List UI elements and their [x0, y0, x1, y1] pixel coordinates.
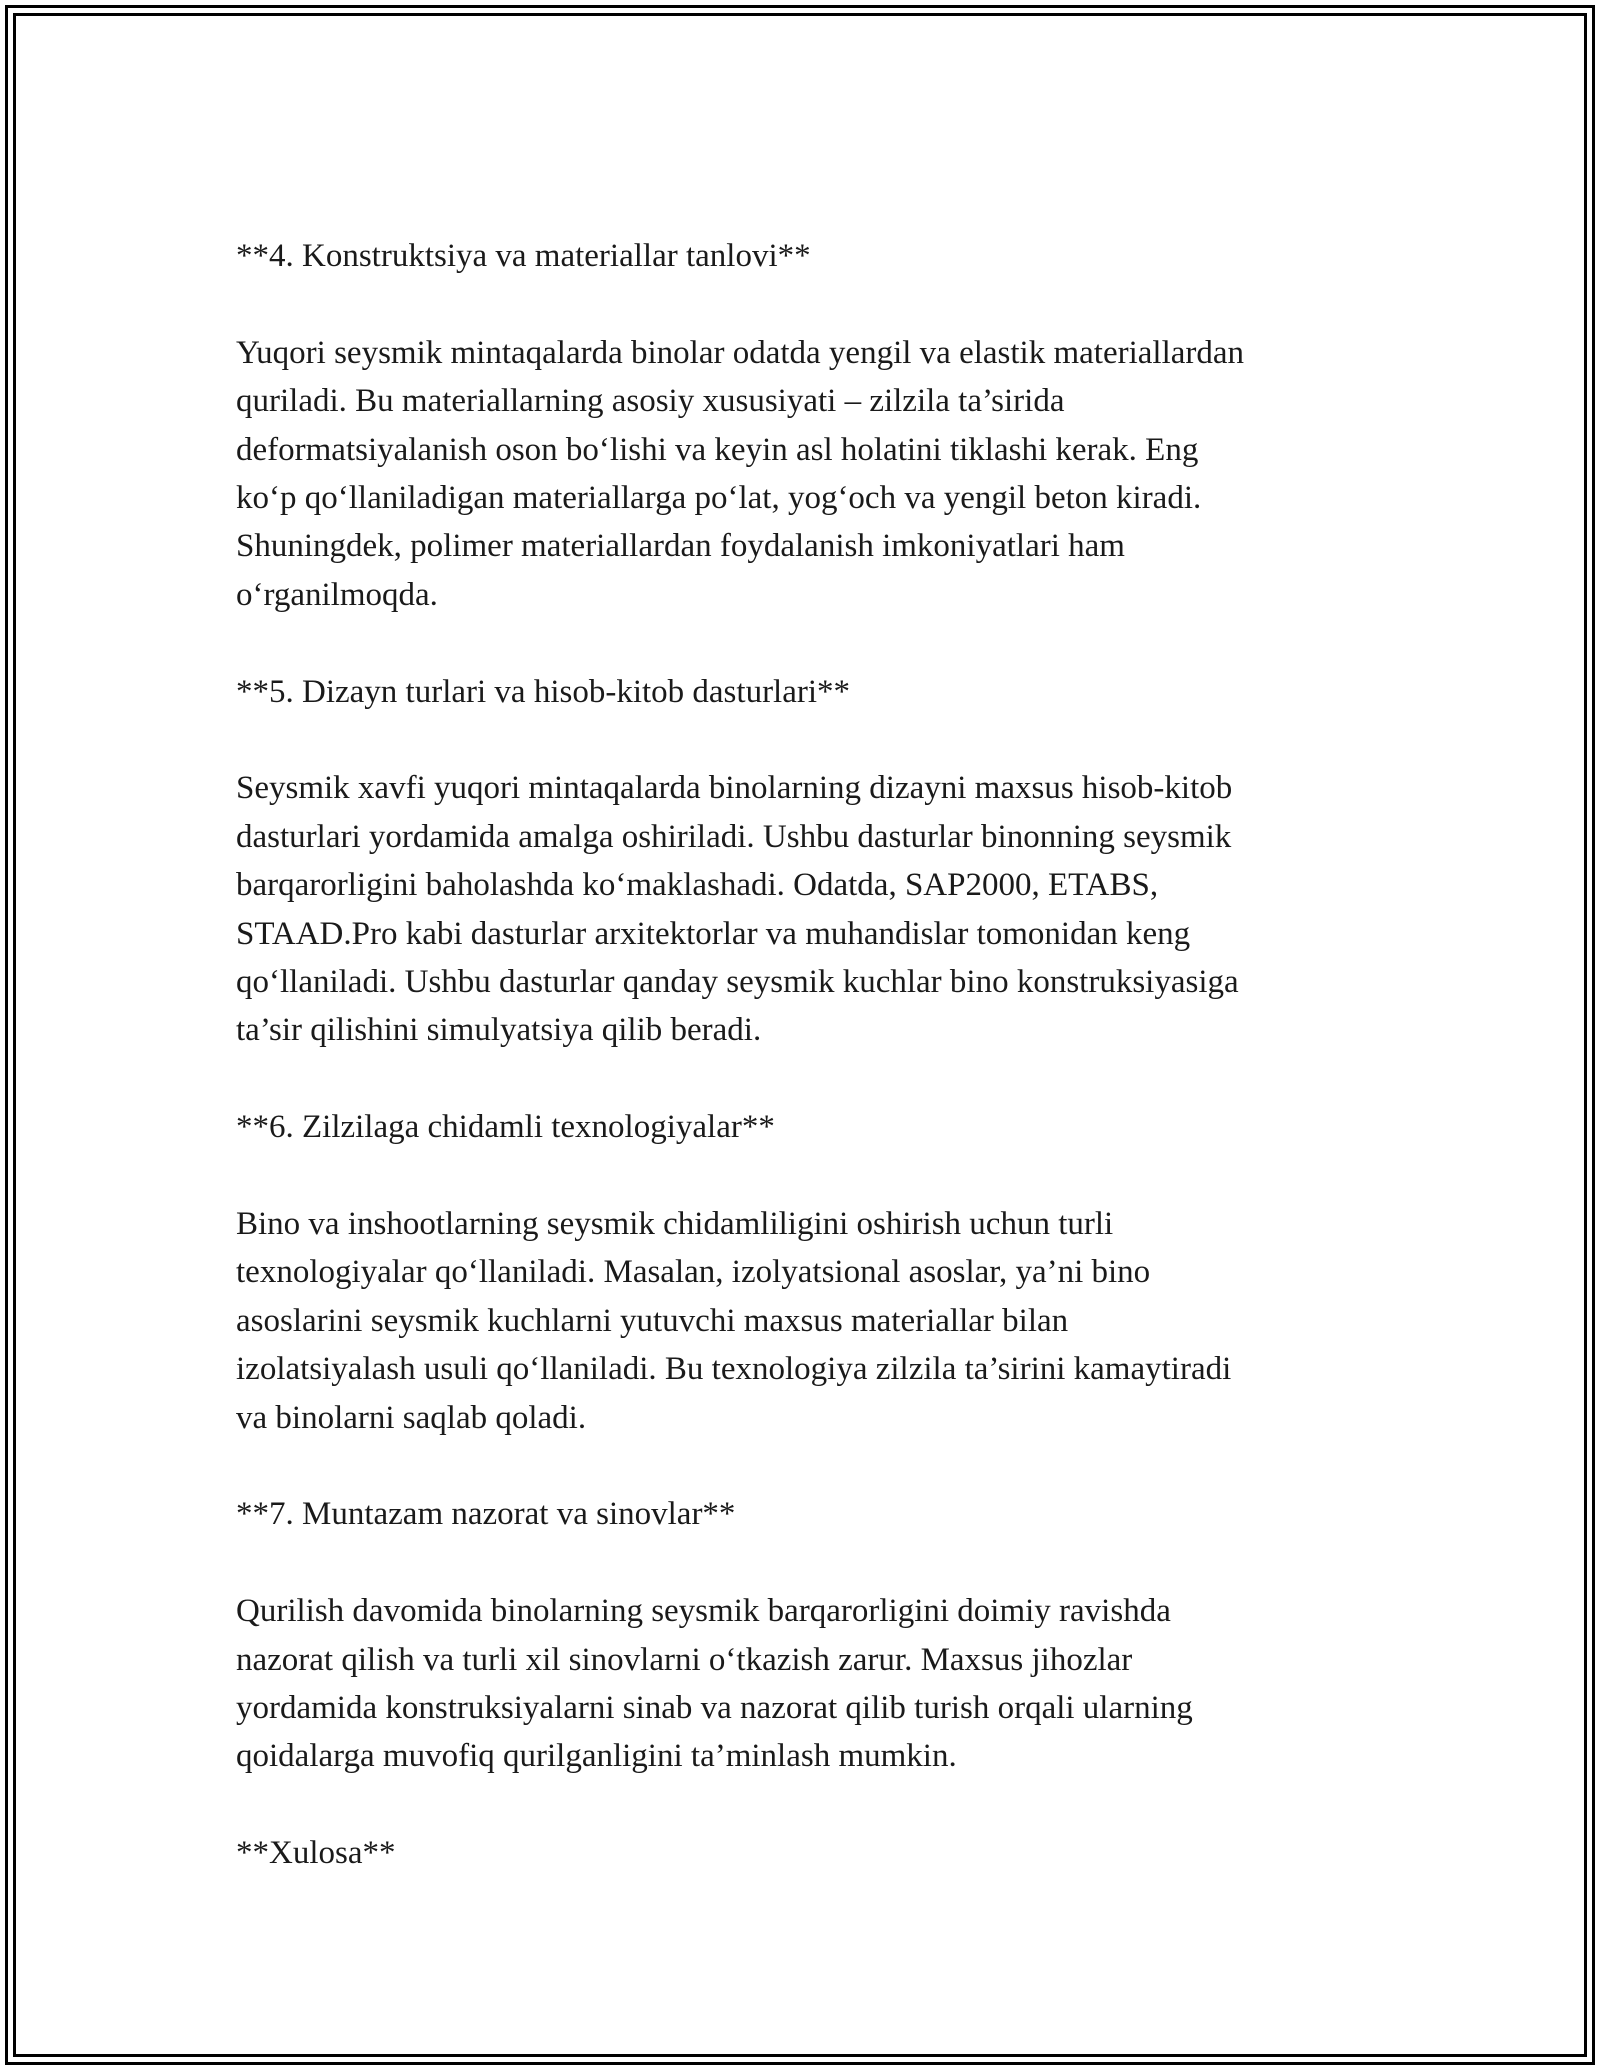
- section-heading: **4. Konstruktsiya va materiallar tanlovi**: [236, 238, 811, 274]
- paragraph-line: Seysmik xavfi yuqori mintaqalarda binolarning dizayni maxsus hisob-kitob: [236, 770, 1233, 807]
- section-5-paragraph: [236, 764, 1376, 1054]
- section-heading: **5. Dizayn turlari va hisob-kitob dasturlari**: [236, 673, 851, 710]
- section-heading: **6. Zilzilaga chidamli texnologiyalar**: [236, 1109, 775, 1146]
- paragraph-line: deformatsiyalanish oson bo‘lishi va keyin asl holatini tiklashi kerak. Eng: [236, 431, 1199, 468]
- conclusion-heading: **Xulosa**: [236, 1835, 396, 1872]
- paragraph-line: quriladi. Bu materiallarning asosiy xususiyati – zilzila ta’sirida: [236, 383, 1065, 420]
- section-4-paragraph: [236, 329, 1376, 619]
- paragraph-line: nazorat qilish va turli xil sinovlarni o‘tkazish zarur. Maxsus jihozlar: [236, 1641, 1133, 1678]
- paragraph-line: asoslarini seysmik kuchlarni yutuvchi maxsus materiallar bilan: [236, 1302, 1069, 1339]
- section-heading: **7. Muntazam nazorat va sinovlar**: [236, 1496, 736, 1533]
- paragraph-line: Bino va inshootlarning seysmik chidamliligini oshirish uchun turli: [236, 1206, 1114, 1243]
- section-7: [236, 1490, 1376, 1538]
- paragraph-line: dasturlari yordamida amalga oshiriladi. Ushbu dasturlar binonning seysmik: [236, 818, 1232, 855]
- section-4: [236, 232, 1376, 280]
- section-6-paragraph: [236, 1200, 1376, 1442]
- paragraph-line: qo‘llaniladi. Ushbu dasturlar qanday seysmik kuchlar bino konstruksiyasiga: [236, 964, 1239, 1001]
- paragraph-line: o‘rganilmoqda.: [236, 576, 438, 613]
- paragraph-line: izolatsiyalash usuli qo‘llaniladi. Bu texnologiya zilzila ta’sirini kamaytiradi: [236, 1351, 1232, 1388]
- paragraph-line: qoidalarga muvofiq qurilganligini ta’minlash mumkin.: [236, 1738, 957, 1775]
- section-7-paragraph: [236, 1587, 1376, 1781]
- paragraph-line: ta’sir qilishini simulyatsiya qilib beradi.: [236, 1012, 762, 1049]
- paragraph-line: yordamida konstruksiyalarni sinab va nazorat qilib turish orqali ularning: [236, 1690, 1193, 1727]
- paragraph-line: Yuqori seysmik mintaqalarda binolar odatda yengil va elastik materiallardan: [236, 334, 1245, 371]
- paragraph-line: texnologiyalar qo‘llaniladi. Masalan, izolyatsional asoslar, ya’ni bino: [236, 1254, 1151, 1291]
- paragraph-line: Shuningdek, polimer materiallardan foydalanish imkoniyatlari ham: [236, 528, 1125, 565]
- document-body: [236, 232, 1376, 1926]
- section-5: [236, 668, 1376, 716]
- paragraph-line: Qurilish davomida binolarning seysmik barqarorligini doimiy ravishda: [236, 1593, 1171, 1630]
- paragraph-line: va binolarni saqlab qoladi.: [236, 1399, 587, 1436]
- section-6: [236, 1103, 1376, 1151]
- paragraph-line: STAAD.Pro kabi dasturlar arxitektorlar va muhandislar tomonidan keng: [236, 915, 1191, 952]
- paragraph-line: barqarorligini baholashda ko‘maklashadi. Odatda, SAP2000, ETABS,: [236, 867, 1159, 904]
- paragraph-line: ko‘p qo‘llaniladigan materiallarga po‘lat, yog‘och va yengil beton kiradi.: [236, 480, 1202, 517]
- conclusion-section: [236, 1829, 1376, 1877]
